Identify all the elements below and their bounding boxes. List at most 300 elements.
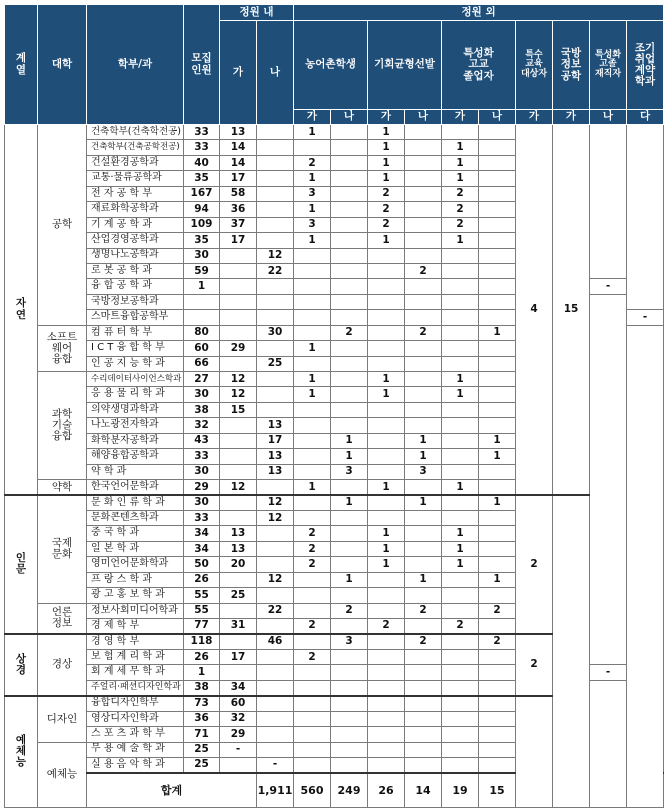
vocational-ga-cell bbox=[442, 418, 479, 433]
inside-ga-cell bbox=[220, 418, 257, 433]
rural-ga-cell bbox=[294, 603, 331, 618]
equal-na-cell bbox=[405, 418, 442, 433]
vocational-ga-cell: 1 bbox=[442, 171, 479, 186]
rural-ga-cell bbox=[294, 757, 331, 772]
rural-na-cell: 1 bbox=[331, 495, 368, 510]
inside-na-cell bbox=[257, 233, 294, 248]
recruit-total-cell: 40 bbox=[184, 155, 220, 170]
special-education-cell: 4 bbox=[516, 125, 553, 496]
vocational-employed-cell: - bbox=[590, 279, 627, 294]
total-gihoe-na-cell: 15 bbox=[479, 773, 516, 808]
rural-na-cell bbox=[331, 310, 368, 325]
vocational-ga-cell: 1 bbox=[442, 480, 479, 495]
vocational-na-cell bbox=[479, 217, 516, 232]
inside-ga-cell: 20 bbox=[220, 557, 257, 572]
equal-ga-cell: 2 bbox=[368, 202, 405, 217]
inside-ga-cell: 37 bbox=[220, 217, 257, 232]
equal-ga-cell: 1 bbox=[368, 387, 405, 402]
vocational-ga-cell bbox=[442, 433, 479, 448]
inside-na-cell bbox=[257, 557, 294, 572]
equal-na-cell bbox=[405, 619, 442, 634]
equal-ga-cell: 1 bbox=[368, 233, 405, 248]
rural-ga-cell bbox=[294, 294, 331, 309]
equal-na-cell bbox=[405, 294, 442, 309]
equal-ga-cell bbox=[368, 649, 405, 664]
header-rural-ga: 가 bbox=[294, 110, 331, 125]
rural-na-cell bbox=[331, 711, 368, 726]
vocational-na-cell bbox=[479, 387, 516, 402]
inside-na-cell: - bbox=[257, 757, 294, 772]
inside-na-cell bbox=[257, 125, 294, 140]
rural-na-cell bbox=[331, 294, 368, 309]
inside-na-cell: 12 bbox=[257, 248, 294, 263]
inside-ga-cell bbox=[220, 263, 257, 278]
vocational-ga-cell: 1 bbox=[442, 387, 479, 402]
equal-ga-cell bbox=[368, 263, 405, 278]
department-name: 건설환경공학과 bbox=[87, 155, 184, 170]
vocational-na-cell bbox=[479, 418, 516, 433]
equal-na-cell: 1 bbox=[405, 495, 442, 510]
recruit-total-cell: 1 bbox=[184, 665, 220, 680]
table-body bbox=[5, 125, 664, 808]
header-inside-ga: 가 bbox=[220, 21, 257, 125]
vocational-na-cell bbox=[479, 510, 516, 525]
equal-na-cell bbox=[405, 526, 442, 541]
equal-ga-cell bbox=[368, 742, 405, 757]
header-equal-opportunity: 기회균형선발 bbox=[368, 21, 442, 110]
rural-ga-cell: 2 bbox=[294, 155, 331, 170]
department-name: 스 포 츠 과 학 부 bbox=[87, 727, 184, 742]
category-cell: 자 연 bbox=[5, 125, 38, 496]
rural-ga-cell: 2 bbox=[294, 526, 331, 541]
vocational-ga-cell bbox=[442, 341, 479, 356]
equal-ga-cell: 1 bbox=[368, 140, 405, 155]
header-rural-students: 농어촌학생 bbox=[294, 21, 368, 110]
department-name: I C T 융 합 학 부 bbox=[87, 341, 184, 356]
inside-ga-cell bbox=[220, 572, 257, 587]
department-name: 보 험 계 리 학 과 bbox=[87, 649, 184, 664]
inside-ga-cell bbox=[220, 279, 257, 294]
vocational-na-cell bbox=[479, 402, 516, 417]
recruit-total-cell: 1 bbox=[184, 279, 220, 294]
vocational-ga-cell: 1 bbox=[442, 557, 479, 572]
header-outside-quota: 정원 외 bbox=[294, 5, 664, 21]
header-vocational-na: 나 bbox=[479, 110, 516, 125]
rural-ga-cell bbox=[294, 665, 331, 680]
vocational-ga-cell bbox=[442, 757, 479, 772]
vocational-ga-cell: 1 bbox=[442, 140, 479, 155]
vocational-ga-cell bbox=[442, 294, 479, 309]
vocational-ga-cell: 2 bbox=[442, 217, 479, 232]
equal-ga-cell bbox=[368, 464, 405, 479]
rural-ga-cell: 2 bbox=[294, 557, 331, 572]
inside-na-cell bbox=[257, 665, 294, 680]
header-equal-ga: 가 bbox=[368, 110, 405, 125]
vocational-ga-cell bbox=[442, 711, 479, 726]
vocational-na-cell bbox=[479, 696, 516, 711]
department-name: 경 제 학 부 bbox=[87, 619, 184, 634]
vocational-ga-cell bbox=[442, 588, 479, 603]
equal-na-cell bbox=[405, 248, 442, 263]
inside-na-cell bbox=[257, 310, 294, 325]
rural-na-cell bbox=[331, 742, 368, 757]
category-cell: 예 체 능 bbox=[5, 696, 38, 808]
department-name: 프 랑 스 학 과 bbox=[87, 572, 184, 587]
college-cell: 약학 bbox=[38, 480, 87, 495]
header-special-ga: 가 bbox=[516, 110, 553, 125]
header-gyeyeol: 계 열 bbox=[5, 5, 38, 125]
early-employment-cell: - bbox=[627, 310, 664, 325]
recruit-total-cell: 35 bbox=[184, 171, 220, 186]
rural-ga-cell bbox=[294, 279, 331, 294]
inside-na-cell bbox=[257, 588, 294, 603]
department-name: 생명나노공학과 bbox=[87, 248, 184, 263]
recruit-total-cell: 55 bbox=[184, 588, 220, 603]
recruit-total-cell: 55 bbox=[184, 603, 220, 618]
department-name: 의약생명과학과 bbox=[87, 402, 184, 417]
equal-na-cell: 1 bbox=[405, 572, 442, 587]
department-name: 주얼리·패션디자인학과 bbox=[87, 680, 184, 695]
equal-na-cell bbox=[405, 171, 442, 186]
inside-na-cell: 13 bbox=[257, 464, 294, 479]
inside-na-cell: 46 bbox=[257, 634, 294, 649]
rural-na-cell bbox=[331, 202, 368, 217]
rural-na-cell bbox=[331, 757, 368, 772]
vocational-na-cell: 1 bbox=[479, 433, 516, 448]
vocational-ga-cell: 1 bbox=[442, 372, 479, 387]
vocational-ga-cell: 1 bbox=[442, 541, 479, 556]
early-employment-cell bbox=[627, 125, 664, 310]
equal-ga-cell bbox=[368, 495, 405, 510]
header-vocational-employed: 특성화 고졸 재직자 bbox=[590, 21, 627, 110]
vocational-ga-cell: 1 bbox=[442, 155, 479, 170]
recruit-total-cell: 60 bbox=[184, 341, 220, 356]
rural-na-cell bbox=[331, 279, 368, 294]
equal-na-cell bbox=[405, 341, 442, 356]
equal-ga-cell bbox=[368, 310, 405, 325]
equal-na-cell: 1 bbox=[405, 449, 442, 464]
vocational-na-cell bbox=[479, 310, 516, 325]
recruit-total-cell: 77 bbox=[184, 619, 220, 634]
category-cell: 상 경 bbox=[5, 634, 38, 696]
total-na-cell: 249 bbox=[331, 773, 368, 808]
equal-ga-cell bbox=[368, 294, 405, 309]
inside-ga-cell bbox=[220, 310, 257, 325]
rural-na-cell bbox=[331, 619, 368, 634]
recruit-total-cell: 94 bbox=[184, 202, 220, 217]
vocational-na-cell bbox=[479, 742, 516, 757]
equal-ga-cell: 1 bbox=[368, 125, 405, 140]
department-name: 경 영 학 부 bbox=[87, 634, 184, 649]
rural-na-cell bbox=[331, 680, 368, 695]
inside-na-cell: 22 bbox=[257, 263, 294, 278]
inside-ga-cell: 32 bbox=[220, 711, 257, 726]
inside-na-cell: 13 bbox=[257, 449, 294, 464]
vocational-na-cell bbox=[479, 619, 516, 634]
header-equal-na: 나 bbox=[405, 110, 442, 125]
rural-ga-cell bbox=[294, 634, 331, 649]
vocational-ga-cell bbox=[442, 603, 479, 618]
equal-ga-cell bbox=[368, 449, 405, 464]
recruit-total-cell: 33 bbox=[184, 140, 220, 155]
rural-na-cell bbox=[331, 402, 368, 417]
inside-ga-cell: 25 bbox=[220, 588, 257, 603]
department-name: 수리데이터사이언스학과 bbox=[87, 372, 184, 387]
vocational-na-cell bbox=[479, 665, 516, 680]
equal-na-cell: 2 bbox=[405, 634, 442, 649]
rural-na-cell: 1 bbox=[331, 433, 368, 448]
rural-na-cell bbox=[331, 541, 368, 556]
recruit-total-cell: 26 bbox=[184, 649, 220, 664]
header-inside-na: 나 bbox=[257, 21, 294, 125]
inside-na-cell bbox=[257, 202, 294, 217]
inside-na-cell bbox=[257, 727, 294, 742]
vocational-na-cell bbox=[479, 711, 516, 726]
admission-quota-table bbox=[4, 4, 664, 808]
department-name: 화학분자공학과 bbox=[87, 433, 184, 448]
vocational-ga-cell: 1 bbox=[442, 233, 479, 248]
rural-na-cell bbox=[331, 356, 368, 371]
total-total-cell: 1,911 bbox=[257, 773, 294, 808]
rural-ga-cell bbox=[294, 727, 331, 742]
department-name: 문 화 인 류 학 과 bbox=[87, 495, 184, 510]
equal-na-cell bbox=[405, 711, 442, 726]
rural-na-cell bbox=[331, 480, 368, 495]
rural-na-cell bbox=[331, 248, 368, 263]
header-early-employment: 조기 취업 계약 학과 bbox=[627, 21, 664, 110]
department-name: 응 용 물 리 학 과 bbox=[87, 387, 184, 402]
recruit-total-cell: 30 bbox=[184, 248, 220, 263]
inside-ga-cell: 60 bbox=[220, 696, 257, 711]
recruit-total-cell: 30 bbox=[184, 495, 220, 510]
equal-na-cell bbox=[405, 727, 442, 742]
rural-na-cell: 1 bbox=[331, 449, 368, 464]
vocational-na-cell bbox=[479, 372, 516, 387]
inside-ga-cell bbox=[220, 665, 257, 680]
total-nong-na-cell: 14 bbox=[405, 773, 442, 808]
department-name: 컴 퓨 터 학 부 bbox=[87, 325, 184, 340]
recruit-total-cell: 73 bbox=[184, 696, 220, 711]
recruit-total-cell: 38 bbox=[184, 402, 220, 417]
inside-na-cell: 12 bbox=[257, 495, 294, 510]
rural-na-cell bbox=[331, 125, 368, 140]
defense-info-cell: 15 bbox=[553, 125, 590, 496]
recruit-total-cell: 32 bbox=[184, 418, 220, 433]
defense-info-cell bbox=[553, 495, 590, 808]
college-cell: 디자인 bbox=[38, 696, 87, 742]
inside-na-cell bbox=[257, 279, 294, 294]
department-name: 교통·물류공학과 bbox=[87, 171, 184, 186]
inside-na-cell: 12 bbox=[257, 510, 294, 525]
rural-na-cell bbox=[331, 510, 368, 525]
vocational-na-cell bbox=[479, 233, 516, 248]
college-cell: 언론 정보 bbox=[38, 603, 87, 634]
vocational-ga-cell bbox=[442, 742, 479, 757]
inside-ga-cell: 14 bbox=[220, 155, 257, 170]
recruit-total-cell: 27 bbox=[184, 372, 220, 387]
inside-ga-cell: 36 bbox=[220, 202, 257, 217]
department-name: 실 용 음 악 학 과 bbox=[87, 757, 184, 772]
recruit-total-cell: 66 bbox=[184, 356, 220, 371]
inside-ga-cell bbox=[220, 294, 257, 309]
recruit-total-cell: 34 bbox=[184, 541, 220, 556]
department-name: 건축학부(건축공학전공) bbox=[87, 140, 184, 155]
vocational-employed-cell bbox=[590, 125, 627, 279]
recruit-total-cell: 71 bbox=[184, 727, 220, 742]
inside-ga-cell bbox=[220, 757, 257, 772]
inside-ga-cell: 29 bbox=[220, 727, 257, 742]
recruit-total-cell: 35 bbox=[184, 233, 220, 248]
college-cell: 예체능 bbox=[38, 742, 87, 808]
inside-ga-cell bbox=[220, 495, 257, 510]
rural-na-cell bbox=[331, 263, 368, 278]
rural-na-cell bbox=[331, 387, 368, 402]
department-name: 스마트융합공학부 bbox=[87, 310, 184, 325]
rural-na-cell: 3 bbox=[331, 634, 368, 649]
equal-ga-cell: 1 bbox=[368, 480, 405, 495]
vocational-ga-cell bbox=[442, 449, 479, 464]
rural-ga-cell bbox=[294, 572, 331, 587]
inside-na-cell bbox=[257, 541, 294, 556]
rural-ga-cell bbox=[294, 356, 331, 371]
rural-ga-cell bbox=[294, 248, 331, 263]
department-name: 중 국 학 과 bbox=[87, 526, 184, 541]
inside-ga-cell: 13 bbox=[220, 526, 257, 541]
total-gihoe-ga-cell: 19 bbox=[442, 773, 479, 808]
vocational-na-cell bbox=[479, 680, 516, 695]
special-education-cell bbox=[516, 696, 553, 808]
department-name: 광 고 홍 보 학 과 bbox=[87, 588, 184, 603]
vocational-na-cell bbox=[479, 464, 516, 479]
inside-ga-cell: - bbox=[220, 742, 257, 757]
equal-ga-cell bbox=[368, 279, 405, 294]
rural-ga-cell bbox=[294, 433, 331, 448]
vocational-na-cell bbox=[479, 140, 516, 155]
inside-ga-cell: 12 bbox=[220, 387, 257, 402]
inside-na-cell bbox=[257, 711, 294, 726]
rural-ga-cell bbox=[294, 140, 331, 155]
equal-na-cell: 2 bbox=[405, 325, 442, 340]
equal-na-cell bbox=[405, 356, 442, 371]
equal-na-cell bbox=[405, 310, 442, 325]
inside-ga-cell: 17 bbox=[220, 649, 257, 664]
equal-ga-cell: 2 bbox=[368, 217, 405, 232]
rural-na-cell: 3 bbox=[331, 464, 368, 479]
rural-na-cell bbox=[331, 588, 368, 603]
vocational-employed-cell bbox=[590, 680, 627, 807]
equal-ga-cell bbox=[368, 711, 405, 726]
equal-na-cell bbox=[405, 742, 442, 757]
vocational-na-cell bbox=[479, 541, 516, 556]
table-header bbox=[5, 5, 664, 125]
inside-na-cell bbox=[257, 294, 294, 309]
department-name: 재료화학공학과 bbox=[87, 202, 184, 217]
recruit-total-cell: 43 bbox=[184, 433, 220, 448]
rural-na-cell bbox=[331, 171, 368, 186]
equal-na-cell bbox=[405, 125, 442, 140]
rural-ga-cell bbox=[294, 464, 331, 479]
inside-na-cell bbox=[257, 387, 294, 402]
equal-ga-cell: 1 bbox=[368, 155, 405, 170]
inside-ga-cell bbox=[220, 603, 257, 618]
vocational-ga-cell bbox=[442, 464, 479, 479]
recruit-total-cell bbox=[184, 294, 220, 309]
header-recruit-count: 모집 인원 bbox=[184, 5, 220, 125]
header-rural-na: 나 bbox=[331, 110, 368, 125]
recruit-total-cell bbox=[184, 310, 220, 325]
vocational-ga-cell: 2 bbox=[442, 202, 479, 217]
inside-ga-cell: 14 bbox=[220, 140, 257, 155]
inside-na-cell bbox=[257, 619, 294, 634]
inside-na-cell: 13 bbox=[257, 418, 294, 433]
vocational-na-cell bbox=[479, 248, 516, 263]
vocational-na-cell: 1 bbox=[479, 449, 516, 464]
equal-na-cell: 2 bbox=[405, 603, 442, 618]
table-row bbox=[5, 125, 664, 140]
vocational-ga-cell bbox=[442, 510, 479, 525]
equal-na-cell bbox=[405, 541, 442, 556]
vocational-ga-cell: 2 bbox=[442, 186, 479, 201]
category-cell: 인 문 bbox=[5, 495, 38, 634]
inside-ga-cell bbox=[220, 433, 257, 448]
vocational-ga-cell bbox=[442, 248, 479, 263]
equal-na-cell bbox=[405, 372, 442, 387]
rural-ga-cell bbox=[294, 402, 331, 417]
equal-ga-cell: 1 bbox=[368, 171, 405, 186]
department-name: 약 학 과 bbox=[87, 464, 184, 479]
special-education-cell: 2 bbox=[516, 495, 553, 634]
inside-ga-cell: 15 bbox=[220, 402, 257, 417]
department-name: 로 봇 공 학 과 bbox=[87, 263, 184, 278]
vocational-ga-cell: 1 bbox=[442, 526, 479, 541]
vocational-na-cell bbox=[479, 757, 516, 772]
header-vocational-hs: 특성화 고교 졸업자 bbox=[442, 21, 516, 110]
rural-na-cell bbox=[331, 155, 368, 170]
inside-ga-cell bbox=[220, 510, 257, 525]
college-cell: 소프트 웨어 융합 bbox=[38, 325, 87, 371]
inside-na-cell bbox=[257, 696, 294, 711]
department-name: 전 자 공 학 부 bbox=[87, 186, 184, 201]
rural-na-cell bbox=[331, 418, 368, 433]
equal-na-cell bbox=[405, 155, 442, 170]
inside-ga-cell: 12 bbox=[220, 372, 257, 387]
header-employed-na: 나 bbox=[590, 110, 627, 125]
equal-ga-cell bbox=[368, 634, 405, 649]
rural-na-cell bbox=[331, 186, 368, 201]
vocational-na-cell bbox=[479, 186, 516, 201]
department-name: 융합디자인학부 bbox=[87, 696, 184, 711]
equal-na-cell bbox=[405, 140, 442, 155]
recruit-total-cell: 38 bbox=[184, 680, 220, 695]
rural-na-cell bbox=[331, 665, 368, 680]
college-cell: 과학 기술 융합 bbox=[38, 372, 87, 480]
equal-na-cell bbox=[405, 665, 442, 680]
inside-na-cell bbox=[257, 372, 294, 387]
equal-ga-cell bbox=[368, 588, 405, 603]
equal-na-cell bbox=[405, 588, 442, 603]
vocational-ga-cell bbox=[442, 402, 479, 417]
rural-na-cell bbox=[331, 233, 368, 248]
inside-ga-cell bbox=[220, 634, 257, 649]
equal-ga-cell bbox=[368, 603, 405, 618]
inside-na-cell bbox=[257, 171, 294, 186]
inside-ga-cell bbox=[220, 464, 257, 479]
department-name: 문화콘텐츠학과 bbox=[87, 510, 184, 525]
vocational-na-cell bbox=[479, 341, 516, 356]
inside-ga-cell: 34 bbox=[220, 680, 257, 695]
header-defense-ga: 가 bbox=[553, 110, 590, 125]
inside-ga-cell: 12 bbox=[220, 480, 257, 495]
